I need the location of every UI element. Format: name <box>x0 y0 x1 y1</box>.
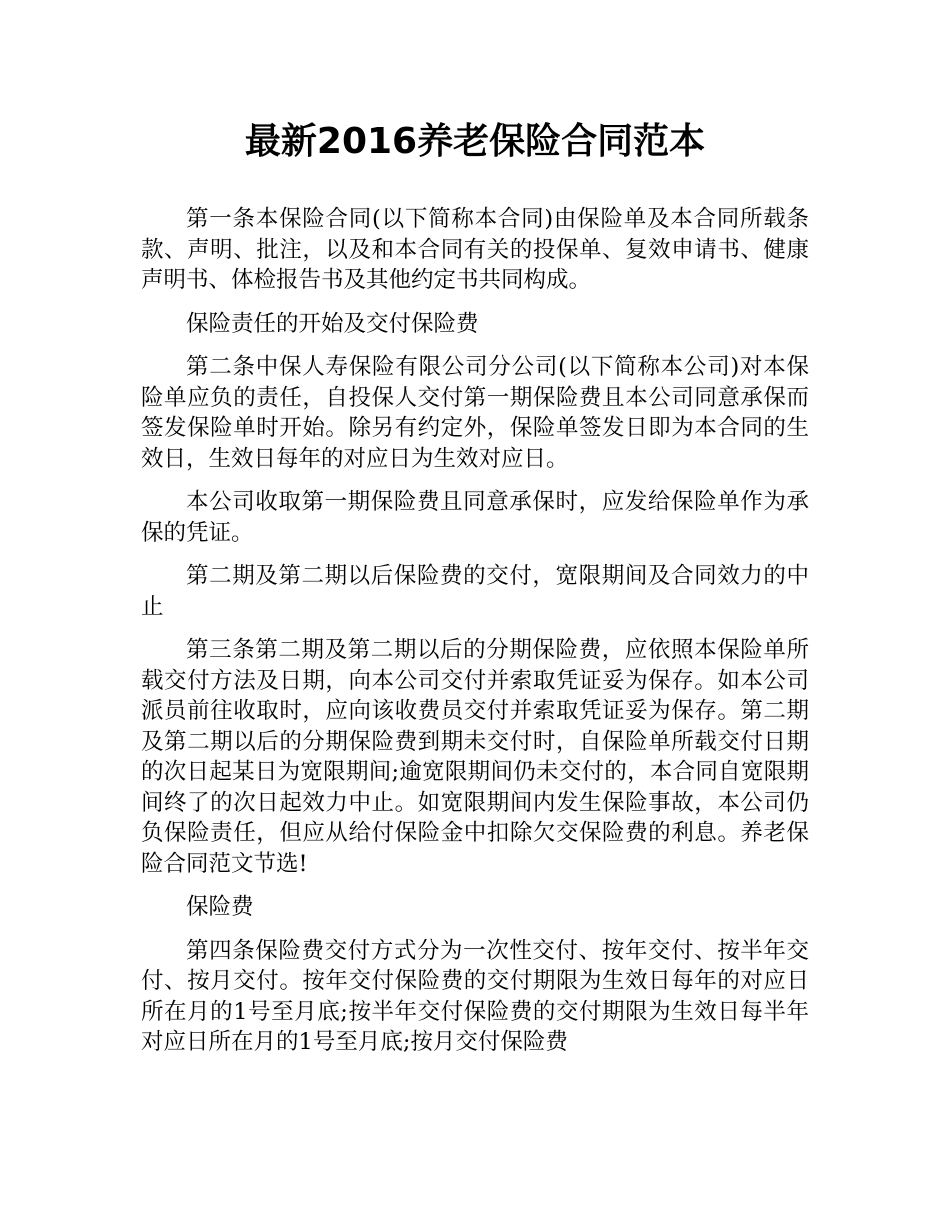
document-body <box>141 204 809 1071</box>
section-heading-liability-start: 保险责任的开始及交付保险费 <box>186 310 479 337</box>
page-title: 最新2016养老保险合同范本 <box>244 121 706 162</box>
section-heading-premium: 保险费 <box>186 894 254 920</box>
paragraph-article-3: 第三条第二期及第二期以后的分期保险费，应依照本保险单所载交付方法及日期，向本公司交付并索取凭证妥为保存。如本公司派员前往收取时，应向该收费员交付并索取凭证妥为保存。第二期及第二期以后的分期保险费到期未交付时，自保险单所载交付日期的次日起某日为宽限期间;逾宽限期间仍未交付的，本合同自宽限期间终了的次日起效力中止。如宽限期间内发生保险事故，本公司仍负保险责任，但应从给付保险金中扣除欠交保险费的利息。养老保险合同范文节选! <box>141 637 809 877</box>
paragraph-receipt: 本公司收取第一期保险费且同意承保时，应发给保险单作为承保的凭证。 <box>141 489 809 546</box>
section-heading-subsequent-payments: 第二期及第二期以后保险费的交付，宽限期间及合同效力的中止 <box>141 563 809 620</box>
paragraph-article-1: 第一条本保险合同(以下简称本合同)由保险单及本合同所载条款、声明、批注，以及和本合同有关的投保单、复效申请书、健康声明书、体检报告书及其他约定书共同构成。 <box>141 206 809 293</box>
paragraph-article-4: 第四条保险费交付方式分为一次性交付、按年交付、按半年交付、按月交付。按年交付保险费的交付期限为生效日每年的对应日所在月的1号至月底;按半年交付保险费的交付期限为生效日每半年对应日所在月的1号至月底;按月交付保险费 <box>141 937 809 1055</box>
paragraph-article-2: 第二条中保人寿保险有限公司分公司(以下简称本公司)对本保险单应负的责任，自投保人交付第一期保险费且本公司同意承保而签发保险单时开始。除另有约定外，保险单签发日即为本合同的生效日，生效日每年的对应日为生效对应日。 <box>141 354 809 472</box>
